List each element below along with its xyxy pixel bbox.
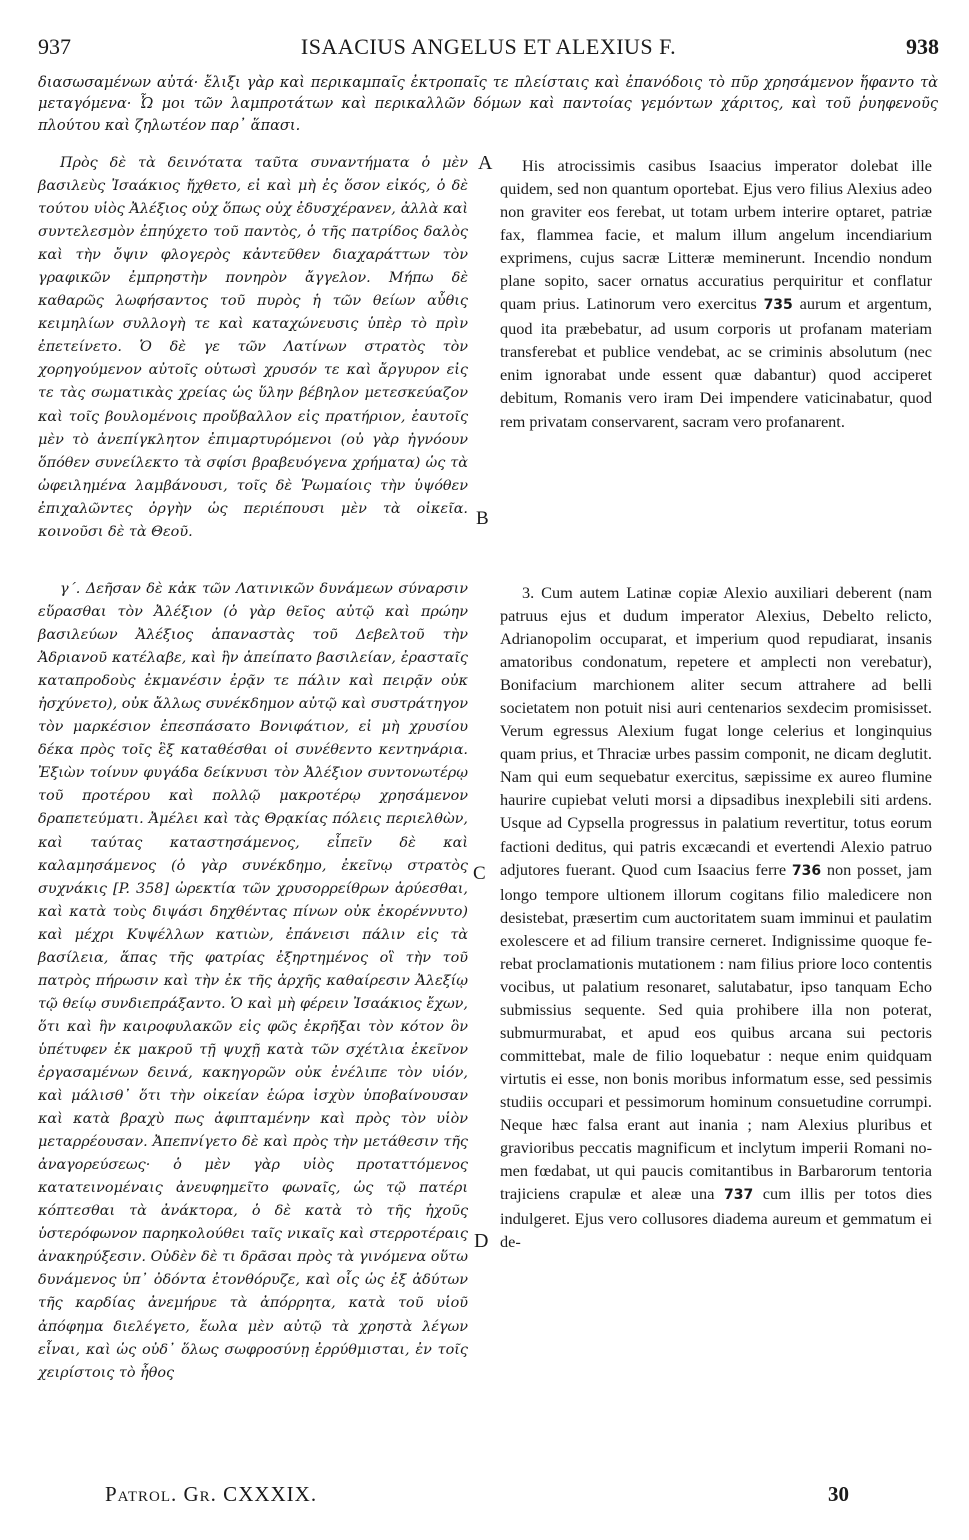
section-marker-c: C: [473, 863, 486, 884]
latin-column-lower: [500, 581, 932, 1253]
latin-paragraph-2-text-a: 3. Cum autem Latinæ copiæ Alexio auxiliari deberent (nam patruus ejus et dudum imperator Alexius, Debelto relicto, Adrianopolim occuparat, et imperium quod repudiarat, insanis amatoribus condonatum, repetere et amplecti non verebatur), Bonifacium marchionem aliter secum attrahere ad belli societatem non potuit nisi auri centenarios sexdecim promisisset. Verum egressus Alexium fugat longe celerius et longinquius quam prius, et Thraciæ urbes passim componit, ne dicam deglutit. Nam qui eum sequebatur exercitus, sæpissime ex aureo flumine haurire cupiebat veluti morsi a dipsadibus inexplebili siti ardens. Usque ad Cypsella progressus in palatium revertitur, totus eorum factioni deditus, qui patris excæcandi et evertendi Alexio patruo adjutores fuerant. Quod cum Isaacius ferre: [500, 583, 932, 879]
right-page-number: 938: [906, 34, 939, 59]
latin-paragraph-1-text-b: aurum et argentum, quod ita præbebatur, ad usum corporis ut profanam materiam transferebat et publice vendebat, ac se criminis absolutum (nec enim ignorabat unde essent quæ dabantur) quod acciperet debitum, Romanis vero iram Dei impendere vaticinabatur, quod rem privatam conservarent, sacram vero profanarent.: [500, 294, 933, 431]
latin-paragraph-2-text-c: cum illis per totos dies indulgeret. Ejus vero collusores diadema aureum et gemmatum ei de-: [500, 1184, 932, 1252]
section-marker-d: D: [474, 1230, 489, 1252]
greek-column-upper: [38, 152, 468, 544]
latin-column-upper: [500, 154, 932, 433]
greek-column-lower: [38, 578, 468, 1385]
latin-paragraph-2-text-b: non posset, jam longo tempore ultionem illorum cogitans filio maledicere non desistebat, præsertim cum auctoritatem suam imminui et paulatim exolescere et ad filium transire cerneret. Indignissime quoque ferebat proclamationis mutationem : nam filius priore loco contentis vocibus, ut palatium resonaret, salutabatur, ipso tanquam Echo submissius sequente. Sed quia prohibere illa non poterat, submurmurabat, et apud eos quibus arcana sui pectoris committebat, male de filio loquebatur : neque enim quidquam virtutis ei esse, non bonis moribus informatum esse, sed pessimis studiis occupari et pessimorum hominum consuetudine corrumpi. Neque hæc falsa erant aut inania ; nam Alexius pluribus et gravioribus peccatis magnificum et inclytum imperii Romani nomen fœdabat, ut qui paucis comitantibus in Barbarorum tentoria trajiciens crapulæ et aleæ una: [500, 859, 933, 1204]
greek-paragraph-2: [38, 578, 468, 1385]
latin-paragraph-1-text-a: His atrocissimis casibus Isaacius imperator dolebat ille quidem, sed non quantum oportebat. Ejus vero filius Alexius adeo non graviter eos ferebat, ut totam urbem interire optaret, patriæ fax, flammea facie, et malum illum angelum incendiarium exprimens, cujus sacræ Litteræ meminerunt. Incendio nondum plane sopito, sacer ornatus accuratius perquiritur et conflatur quam prius. Latinorum vero exercitus: [500, 156, 932, 314]
footer-series-title: Patrol. Gr. CXXXIX.: [105, 1482, 318, 1506]
column-number-735: 735: [763, 297, 793, 314]
running-title: ISAACIUS ANGELUS ET ALEXIUS F.: [300, 34, 677, 59]
latin-paragraph-1: [500, 154, 932, 433]
latin-paragraph-2: [500, 581, 932, 1253]
greek-paragraph-2-text: Δεῆσαν δὲ κἀκ τῶν Λατινικῶν δυνάμεων σύναρσιν εὕρασθαι τὸν Ἀλέξιον (ὁ γὰρ θεῖος αὐτῷ καὶ πρώην βασιλεύων Ἀλέξιος ἀπαναστὰς τοῦ Δεβελτοῦ τὴν Ἀδριανοῦ κατέλαβε, καὶ ἣν ἀπείπατο βασιλείαν, ἐρασταῖς καταπροδοὺς ἐκμανέσιν ἐρᾷν τε πάλιν καὶ πειρᾷν οὐκ ἠσχύνετο), οὐκ ἄλλως συνέκδημον αὐτῷ καὶ συστράτηγον τὸν μαρκέσιον ἐπεσπάσατο Βονιφάτιον, εἰ μὴ χρυσίου δέκα πρὸς τοῖς ἓξ καταθέσθαι οἱ συνέθεντο κεντηνάρια. Ἐξιὼν τοίνυν φυγάδα δείκνυσι τὸν Ἀλέξιον συντονωτέρῳ τοῦ προτέρου καὶ πολλῷ μακροτέρῳ χρησάμενον δραπετεύματι. Ἀμέλει καὶ τὰς Θρᾳκίας πόλεις περιελθὼν, καὶ ταύτας καταστησάμενος, εἶπεῖν δὲ καὶ καλαμησάμενος (ὁ γὰρ συνέκδημο, ἐκεῖνῳ στρατὸς συχνάκις [P. 358] ὠρεκτία τῶν χρυσορρείθρων ἀρύεσθαι, καὶ κατὰ τοὺς διψάσι δηχθέντας πίνων οὐκ ἐκορέννυτο) καὶ μέχρι Κυψέλλων κατιὼν, ἐπάνεισι πάλιν εἰς τὰ βασίλεια, ἅπας τῆς φατρίας ἐξηρτημένος οἳ τὴν τοῦ πατρὸς πήρωσιν καὶ τὴν ἐκ τῆς ἀρχῆς καθαίρεσιν Ἀλεξίῳ τῷ θείῳ συνδιεπράξαντο. Ὁ καὶ μὴ φέρειν Ἰσαάκιος ἔχων, ὅτι καὶ ἣν καιροφυλακῶν εἰς φῶς ἐκρῆξαι τὸν κότον ὃν ὑπέτυφεν ἐκ μακροῦ τῇ ψυχῇ κατὰ τῶν σχέτλια ἐκεῖνον ἐργασαμένων δεινά, κακηγορῶν οὐκ ἐνέλιπε τὸν υἱόν, καὶ μάλισθ᾽ ὅτι τὴν οἰκείαν ἑώρα ἰσχὺν ὑποβαίνουσαν καὶ κατὰ βραχὺ πως ἀφιπταμένην καὶ πρὸς τὸν υἱὸν μεταρρέουσαν. Ἀπεπνίγετο δὲ καὶ πρὸς τὴν μετάθεσιν τῆς ἀναγορεύσεως· ὁ μὲν γὰρ υἱὸς προταττόμενος κατατεινομέναις ἀνευφημεῖτο φωναῖς, ὡς τῷ πατέρι κόπτεσθαι τὰ ἀνάκτορα, ὁ δὲ κατὰ τὸ τῆς ἠχοῦς ὑστερόφωνον παρηκολούθει ταῖς νικαῖς καὶ στερροτέραις ἀνακηρύξεσιν. Οὐδὲν δὲ τι δρᾶσαι πρὸς τὰ γινόμενα οὕτω δυνάμενος ὑπ᾽ ὀδόντα ἐτονθόρυζε, καὶ οἷς ὡς ἐξ ἀδύτων τῆς καρδίας ἀνεμήρυε τὰ ἀπόρρητα, κατὰ τοῦ υἱοῦ ἀπόφημα διελέγετο, ἔωλα μὲν αὐτῷ τὰ χρηστὰ λέγων εἶναι, καὶ ὡς οὐδ᾽ ὅλως σωφροσύνῃ ἐρρύθμισται, ἐν τοῖς χειρίστοις τὸ ἦθος: [38, 581, 468, 1381]
intro-greek-paragraph: διασωσαμένων αὐτά· ἔλιξι γὰρ καὶ περικαμπαῖς ἐκτροπαῖς τε πλείσταις καὶ ἐπανόδοις τὸ πῦρ χρησάμενον ἥφαντο τὰ μεταγόμενα· Ὦ μοι τῶν λαμπροτάτων καὶ περικαλλῶν δόμων καὶ παντοίας γεμόντων χάριτος, καὶ τοῦ ῥυηφενοῦς πλούτου καὶ ζηλωτέον παρ᾽ ἅπασι.: [38, 74, 938, 134]
greek-paragraph-1-text: Πρὸς δὲ τὰ δεινότατα ταῦτα συναντήματα ὁ μὲν βασιλεὺς Ἰσαάκιος ἤχθετο, εἰ καὶ μὴ ἐς ὅσον εἰκός, ὁ δὲ τούτου υἱὸς Ἀλέξιος οὐχ ὅπως οὐχ ἐδυσχέρανεν, ἀλλὰ καὶ συντελεσμὸν ἐπηύχετο τοῦ παντὸς, ὁ τῆς πατρίδος δαλὸς καὶ τὴν ὄψιν φλογερὸς κἀντεῦθεν διαχαράττων τὸν γραφικῶν ἐμπρηστὴν πονηρὸν ἄγγελον. Μήπω δὲ καθαρῶς λωφήσαντος τοῦ πυρὸς ἡ τῶν θείων αὖθις κειμηλίων συλλογὴ τε καὶ καταχώνευσις ὑπὲρ τὸ πρὶν ἐπετείνετο. Ὁ δὲ γε τῶν Λατίνων στρατὸς τὸν χορηγούμενον αὐτοῖς οὑτωσὶ χρυσόν τε καὶ ἄργυρον εἰς τε τὰς σωματικὰς χρείας ὡς ὕλην βέβηλον μετεσκεύαζον καὶ τοῖς βουλομένοις προὔβαλλον εἰς πρατήριον, ἑαυτοῖς μὲν τὸ ἀνεπίγκλητον ἐπιμαρτυρόμενοι (οὐ γὰρ ἠγνόουν ὅπόθεν συνείλεκτο τὰ σφίσι βραβευόγενα χρήματα) ὡς τὰ ὠφειλημένα λαμβάνουσι, τοῖς δὲ Ῥωμαίοις τὴν ὑψόθεν ἐπιχαλῶντες ὀργὴν ὡς περιέπουσι μὲν τὰ οἰκεῖα. κοινοῦσι δὲ τὰ Θεοῦ.: [38, 155, 468, 540]
section-marker-a: A: [478, 152, 493, 174]
page-header: [38, 34, 939, 64]
greek-section-number: γ΄.: [60, 581, 81, 597]
column-number-736: 736: [791, 862, 822, 879]
left-page-number: 937: [38, 34, 71, 59]
section-marker-b: B: [476, 508, 489, 529]
column-number-737: 737: [723, 1187, 754, 1204]
greek-paragraph-1: [38, 152, 468, 544]
footer-signature-number: 30: [828, 1482, 849, 1506]
